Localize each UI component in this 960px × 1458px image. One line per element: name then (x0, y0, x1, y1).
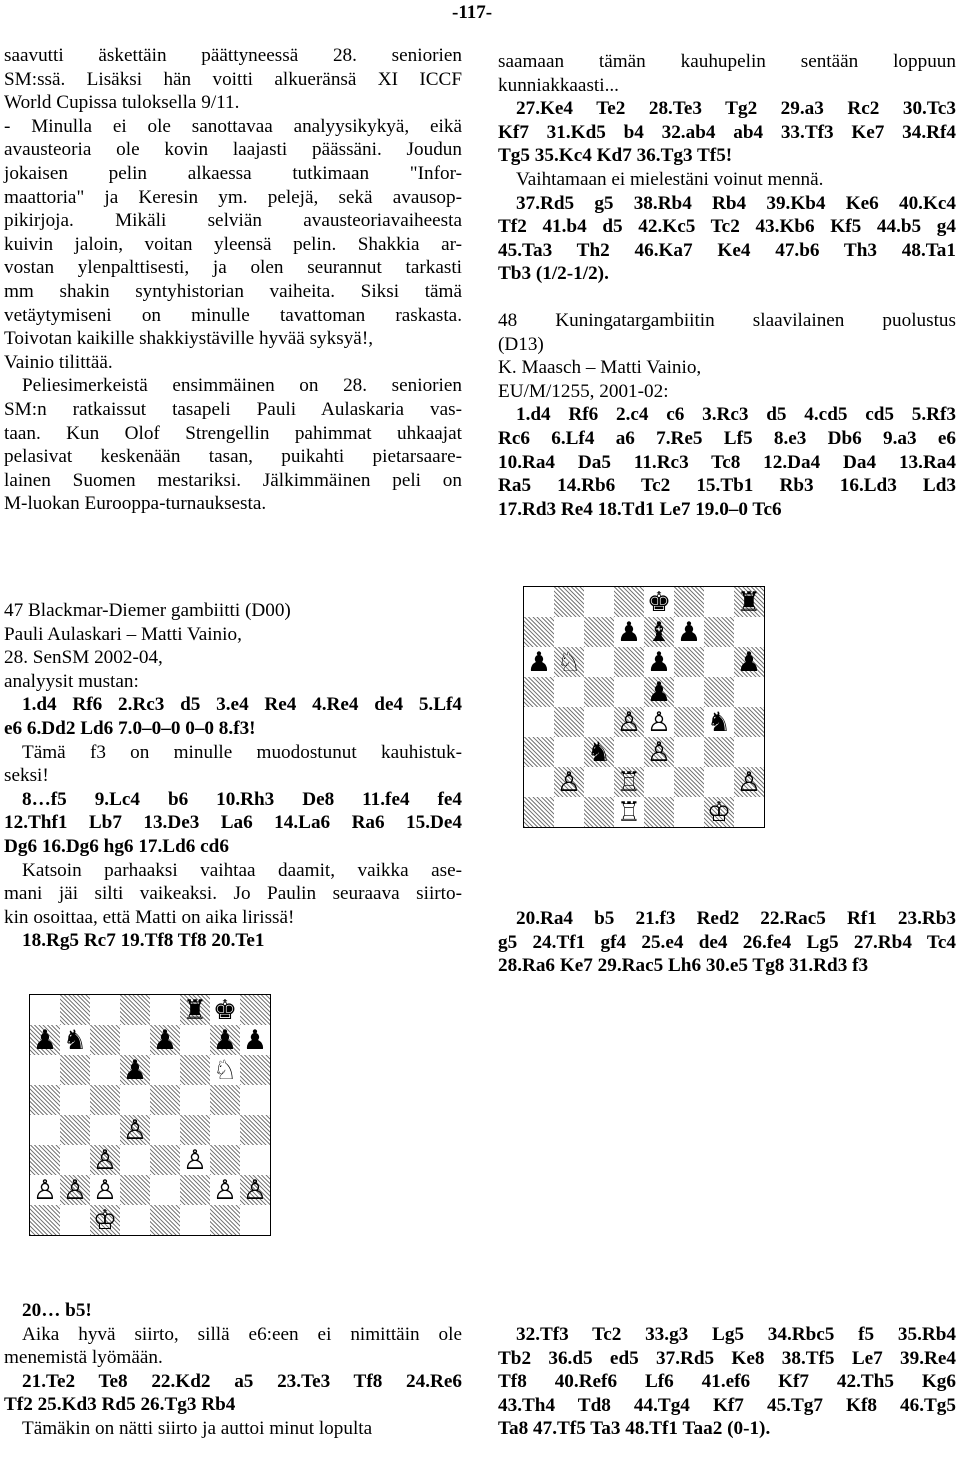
game-event: EU/M/1255, 2001-02: (498, 380, 669, 402)
square-c2 (90, 1175, 120, 1205)
square-c6 (584, 647, 614, 677)
black-king-icon: ♚ (212, 994, 238, 1026)
square-a5 (30, 1085, 60, 1115)
square-f8 (180, 995, 210, 1025)
moves-line: 32.Tf3 Tc2 33.g3 Lg5 34.Rbc5 f5 35.Rb4 (516, 1324, 956, 1345)
square-g3 (704, 737, 734, 767)
comment-line: Tämäkin on nätti siirto ja auttoi minut lopulta (22, 1417, 373, 1439)
square-h6 (240, 1055, 270, 1085)
text-line: Toivotan kaikille shakkiystäville hyvää syksyä!, (4, 328, 374, 350)
square-h4 (734, 707, 764, 737)
text-line: SM:n ratkaissut tasapeli Pauli Aulaskaria vas- (4, 398, 462, 420)
square-b4 (60, 1115, 90, 1145)
game-heading: (D13) (498, 333, 544, 355)
comment-line: Vaihtamaan ei mielestäni voinut mennä. (516, 168, 824, 190)
square-a2 (524, 767, 554, 797)
game-event: 28. SenSM 2002-04, (4, 647, 163, 669)
text-line: saavutti äskettäin päättyneessä 28. seniorien (4, 45, 462, 66)
square-b6 (60, 1055, 90, 1085)
square-f1 (674, 797, 704, 827)
white-pawn-icon: ♙ (122, 1114, 148, 1146)
moves-line: Rc6 6.Lf4 a6 7.Re5 Lf5 8.e3 Db6 9.a3 e6 (498, 427, 956, 449)
square-g1 (704, 797, 734, 827)
square-c1 (584, 797, 614, 827)
moves-line: 1.d4 Rf6 2.c4 c6 3.Rc3 d5 4.cd5 cd5 5.Rf3 (516, 404, 956, 426)
white-knight-icon: ♘ (556, 646, 582, 678)
white-pawn-icon: ♙ (242, 1174, 268, 1206)
white-pawn-icon: ♙ (616, 706, 642, 738)
square-f7 (180, 1025, 210, 1055)
square-a6 (524, 647, 554, 677)
text-line: Peliesimerkeistä ensimmäinen on 28. seniorien (22, 375, 462, 397)
square-e5 (150, 1085, 180, 1115)
chess-diagram-1 (30, 995, 270, 1235)
square-b8 (554, 587, 584, 617)
text-line: pelasivat keskenään tasan, puikahti pietarsaare- (4, 446, 462, 468)
square-g7 (704, 617, 734, 647)
white-pawn-icon: ♙ (182, 1144, 208, 1176)
game-47-continuation (4, 1299, 462, 1441)
comment-line: Tämä f3 on minulle muodostunut kauhistuk- (22, 741, 462, 763)
square-c8 (584, 587, 614, 617)
square-f2 (180, 1175, 210, 1205)
moves-line: Tf2 41.b4 d5 42.Kc5 Tc2 43.Kb6 Kf5 44.b5 g4 (498, 216, 956, 238)
square-g8 (210, 995, 240, 1025)
square-f6 (674, 647, 704, 677)
square-a4 (30, 1115, 60, 1145)
square-g8 (704, 587, 734, 617)
moves-line: 8…f5 9.Lc4 b6 10.Rh3 De8 11.fe4 fe4 (22, 788, 462, 810)
white-king-icon: ♔ (92, 1204, 118, 1236)
text-line: kuivin jaloin, voitan yleensä pelin. Shakkia ar- (4, 233, 462, 255)
square-f3 (674, 737, 704, 767)
square-h1 (240, 1205, 270, 1235)
square-g2 (704, 767, 734, 797)
moves-line: 17.Rd3 Re4 18.Td1 Le7 19.0–0 Tc6 (498, 498, 782, 520)
square-d6 (120, 1055, 150, 1085)
moves-line: 28.Ra6 Ke7 29.Rac5 Lh6 30.e5 Tg8 31.Rd3 f3 (498, 955, 869, 977)
square-d3 (614, 737, 644, 767)
square-a7 (30, 1025, 60, 1055)
square-c7 (584, 617, 614, 647)
square-d4 (120, 1115, 150, 1145)
moves-line: 45.Ta3 Th2 46.Ka7 Ke4 47.b6 Th3 48.Ta1 (498, 239, 956, 261)
moves-line: g5 24.Tf1 gf4 25.e4 de4 26.fe4 Lg5 27.Rb4 Tc4 (498, 931, 956, 953)
square-e5 (644, 677, 674, 707)
square-a1 (524, 797, 554, 827)
black-bishop-icon: ♝ (646, 616, 672, 648)
game-players: Pauli Aulaskari – Matti Vainio, (4, 623, 242, 645)
square-e7 (644, 617, 674, 647)
white-pawn-icon: ♙ (92, 1144, 118, 1176)
text-line: avausteoria ole kovin laajasti päässäni. Joudun (4, 139, 462, 161)
square-d2 (614, 767, 644, 797)
square-a8 (524, 587, 554, 617)
square-f8 (674, 587, 704, 617)
square-e3 (644, 737, 674, 767)
square-g5 (704, 677, 734, 707)
square-d7 (120, 1025, 150, 1055)
moves-line: Tb3 (1/2-1/2). (498, 263, 609, 285)
text-line: vostan ylenpalttisesti, ja olen seurannut tarkasti (4, 257, 462, 279)
square-h6 (734, 647, 764, 677)
game-note: analyysit mustan: (4, 670, 139, 692)
square-e4 (150, 1115, 180, 1145)
white-rook-icon: ♖ (616, 796, 642, 828)
moves-line: Tb2 36.d5 ed5 37.Rd5 Ke8 38.Tf5 Le7 39.Re4 (498, 1347, 956, 1369)
black-rook-icon: ♜ (182, 994, 208, 1026)
white-king-icon: ♔ (706, 796, 732, 828)
square-g7 (210, 1025, 240, 1055)
text-line: - Minulla ei ole sanottavaa analyysikykyä, eikä (4, 115, 462, 137)
square-e6 (150, 1055, 180, 1085)
square-a1 (30, 1205, 60, 1235)
square-b6 (554, 647, 584, 677)
comment-line: seksi! (4, 765, 49, 787)
square-b2 (554, 767, 584, 797)
square-g1 (210, 1205, 240, 1235)
white-rook-icon: ♖ (616, 766, 642, 798)
text-line: lainen Suomen mestariksi. Jälkimmäinen peli on (4, 469, 462, 491)
chess-diagram-2 (524, 587, 764, 827)
black-pawn-icon: ♟ (152, 1024, 178, 1056)
square-g6 (704, 647, 734, 677)
square-f5 (180, 1085, 210, 1115)
white-pawn-icon: ♙ (556, 766, 582, 798)
square-d8 (120, 995, 150, 1025)
left-column (4, 44, 462, 516)
moves-line: Dg6 16.Dg6 hg6 17.Ld6 cd6 (4, 835, 229, 857)
white-pawn-icon: ♙ (62, 1174, 88, 1206)
square-d2 (120, 1175, 150, 1205)
black-knight-icon: ♞ (62, 1024, 88, 1056)
text-line: jokaisen pelin alkaessa tutkimaan "Infor- (4, 162, 462, 184)
text-line: saamaan tämän kauhupelin sentään loppuun (498, 51, 956, 72)
square-h7 (240, 1025, 270, 1055)
square-h3 (240, 1145, 270, 1175)
square-d1 (120, 1205, 150, 1235)
white-pawn-icon: ♙ (212, 1174, 238, 1206)
square-c7 (90, 1025, 120, 1055)
right-column (498, 50, 956, 521)
square-b1 (60, 1205, 90, 1235)
square-f7 (674, 617, 704, 647)
game-48-final (498, 1323, 956, 1441)
square-a6 (30, 1055, 60, 1085)
square-h4 (240, 1115, 270, 1145)
comment-line: kin osoittaa, että Matti on aika lirissä! (4, 906, 295, 928)
moves-line: 43.Th4 Td8 44.Tg4 Kf7 45.Tg7 Kf8 46.Tg5 (498, 1394, 956, 1416)
square-d5 (614, 677, 644, 707)
square-a2 (30, 1175, 60, 1205)
text-line: kunniakkaasti... (498, 74, 619, 96)
square-e1 (644, 797, 674, 827)
game-47 (4, 599, 462, 953)
square-b3 (60, 1145, 90, 1175)
square-b4 (554, 707, 584, 737)
black-pawn-icon: ♟ (616, 616, 642, 648)
black-pawn-icon: ♟ (736, 646, 762, 678)
square-c5 (584, 677, 614, 707)
square-d7 (614, 617, 644, 647)
square-e2 (644, 767, 674, 797)
text-line: M-luokan Eurooppa-turnauksesta. (4, 493, 267, 515)
square-g4 (704, 707, 734, 737)
square-e1 (150, 1205, 180, 1235)
square-b7 (554, 617, 584, 647)
square-g5 (210, 1085, 240, 1115)
text-line: pikirjoja. Mikäli selviän avausteoriavaiheesta (4, 210, 462, 232)
square-a5 (524, 677, 554, 707)
white-pawn-icon: ♙ (92, 1174, 118, 1206)
square-e3 (150, 1145, 180, 1175)
moves-line: Tf8 40.Ref6 Lf6 41.ef6 Kf7 42.Th5 Kg6 (498, 1371, 956, 1393)
square-d6 (614, 647, 644, 677)
square-h8 (734, 587, 764, 617)
square-c3 (90, 1145, 120, 1175)
text-line: SM:ssä. Lisäksi hän voitti alkueränsä XI ICCF (4, 68, 462, 90)
moves-line: 27.Ke4 Te2 28.Te3 Tg2 29.a3 Rc2 30.Tc3 (516, 98, 956, 120)
square-g2 (210, 1175, 240, 1205)
square-c4 (584, 707, 614, 737)
black-pawn-icon: ♟ (212, 1024, 238, 1056)
square-h8 (240, 995, 270, 1025)
square-d1 (614, 797, 644, 827)
square-f5 (674, 677, 704, 707)
square-b3 (554, 737, 584, 767)
white-knight-icon: ♘ (212, 1054, 238, 1086)
game-players: K. Maasch – Matti Vainio, (498, 357, 702, 379)
square-d8 (614, 587, 644, 617)
square-f4 (674, 707, 704, 737)
moves-line: 10.Ra4 Da5 11.Rc3 Tc8 12.Da4 Da4 13.Ra4 (498, 451, 956, 473)
square-d4 (614, 707, 644, 737)
square-c4 (90, 1115, 120, 1145)
black-pawn-icon: ♟ (32, 1024, 58, 1056)
black-knight-icon: ♞ (706, 706, 732, 738)
moves-line: 20.Ra4 b5 21.f3 Red2 22.Rac5 Rf1 23.Rb3 (516, 908, 956, 929)
square-b8 (60, 995, 90, 1025)
second-paragraph (4, 374, 462, 516)
black-pawn-icon: ♟ (122, 1054, 148, 1086)
square-b7 (60, 1025, 90, 1055)
square-g3 (210, 1145, 240, 1175)
moves-line: Ra5 14.Rb6 Tc2 15.Tb1 Rb3 16.Ld3 Ld3 (498, 475, 956, 497)
square-h2 (734, 767, 764, 797)
moves-line: 37.Rd5 g5 38.Rb4 Rb4 39.Kb4 Ke6 40.Kc4 (516, 192, 956, 214)
black-pawn-icon: ♟ (646, 676, 672, 708)
game-heading: 48 Kuningatargambiitin slaavilainen puolustus (498, 309, 956, 331)
moves-line: e6 6.Dd2 Ld6 7.0–0–0 0–0 8.f3! (4, 717, 256, 739)
moves-line: 20… b5! (22, 1300, 92, 1321)
square-f2 (674, 767, 704, 797)
square-h1 (734, 797, 764, 827)
square-e8 (150, 995, 180, 1025)
square-g6 (210, 1055, 240, 1085)
square-d5 (120, 1085, 150, 1115)
moves-line: 12.Thf1 Lb7 13.De3 La6 14.La6 Ra6 15.De4 (4, 812, 462, 834)
square-c8 (90, 995, 120, 1025)
square-c5 (90, 1085, 120, 1115)
black-pawn-icon: ♟ (242, 1024, 268, 1056)
square-a3 (30, 1145, 60, 1175)
square-d3 (120, 1145, 150, 1175)
black-knight-icon: ♞ (586, 736, 612, 768)
text-line: Vainio tilittää. (4, 351, 113, 373)
square-g4 (210, 1115, 240, 1145)
game-heading: 47 Blackmar-Diemer gambiitti (D00) (4, 600, 291, 621)
square-a7 (524, 617, 554, 647)
square-f4 (180, 1115, 210, 1145)
game-48-continuation (498, 907, 956, 978)
intro-paragraph (4, 44, 462, 374)
moves-line: Ta8 47.Tf5 Ta3 48.Tf1 Taa2 (0-1). (498, 1418, 771, 1440)
text-line: World Cupissa tuloksella 9/11. (4, 92, 240, 114)
white-pawn-icon: ♙ (646, 736, 672, 768)
square-c3 (584, 737, 614, 767)
square-a4 (524, 707, 554, 737)
square-e7 (150, 1025, 180, 1055)
square-c2 (584, 767, 614, 797)
square-b5 (60, 1085, 90, 1115)
black-pawn-icon: ♟ (646, 646, 672, 678)
comment-line: Aika hyvä siirto, sillä e6:een ei nimittäin ole (22, 1323, 462, 1345)
square-f6 (180, 1055, 210, 1085)
moves-line: Tg5 35.Kc4 Kd7 36.Tg3 Tf5! (498, 145, 733, 167)
moves-line: Tf2 25.Kd3 Rd5 26.Tg3 Rb4 (4, 1394, 236, 1416)
square-h7 (734, 617, 764, 647)
comment-line: Katsoin parhaaksi vaihtaa daamit, vaikka ase- (22, 859, 462, 881)
moves-line: Kf7 31.Kd5 b4 32.ab4 ab4 33.Tf3 Ke7 34.Rf4 (498, 121, 956, 143)
square-c1 (90, 1205, 120, 1235)
moves-line: 21.Te2 Te8 22.Kd2 a5 23.Te3 Tf8 24.Re6 (22, 1370, 462, 1392)
square-e4 (644, 707, 674, 737)
square-b1 (554, 797, 584, 827)
square-b5 (554, 677, 584, 707)
square-a3 (524, 737, 554, 767)
square-a8 (30, 995, 60, 1025)
white-pawn-icon: ♙ (736, 766, 762, 798)
white-pawn-icon: ♙ (32, 1174, 58, 1206)
square-h5 (734, 677, 764, 707)
white-pawn-icon: ♙ (646, 706, 672, 738)
square-h5 (240, 1085, 270, 1115)
black-rook-icon: ♜ (736, 586, 762, 618)
square-f1 (180, 1205, 210, 1235)
text-line: taan. Kun Olof Strengellin pahimmat uhkaajat (4, 422, 462, 444)
black-pawn-icon: ♟ (526, 646, 552, 678)
text-line: mm shakin syntyhistorian vaiheita. Siksi tämä (4, 280, 462, 302)
moves-line: 18.Rg5 Rc7 19.Tf8 Tf8 20.Te1 (22, 930, 265, 952)
square-c6 (90, 1055, 120, 1085)
text-line: vetäytymiseni on minulle tavattoman raskasta. (4, 304, 462, 326)
moves-line: 1.d4 Rf6 2.Rc3 d5 3.e4 Re4 4.Re4 de4 5.Lf4 (22, 694, 462, 716)
square-h3 (734, 737, 764, 767)
square-e6 (644, 647, 674, 677)
page-number: -117- (452, 2, 493, 23)
square-e8 (644, 587, 674, 617)
black-pawn-icon: ♟ (676, 616, 702, 648)
black-king-icon: ♚ (646, 586, 672, 618)
comment-line: mani jäi silti vaikeaksi. Jo Paulin seuraava siirto- (4, 883, 462, 905)
square-h2 (240, 1175, 270, 1205)
square-b2 (60, 1175, 90, 1205)
text-line: maattoria" ja Keresin ym. pelejä, sekä avausop- (4, 186, 462, 208)
comment-line: menemistä lyömään. (4, 1347, 163, 1369)
square-f3 (180, 1145, 210, 1175)
square-e2 (150, 1175, 180, 1205)
